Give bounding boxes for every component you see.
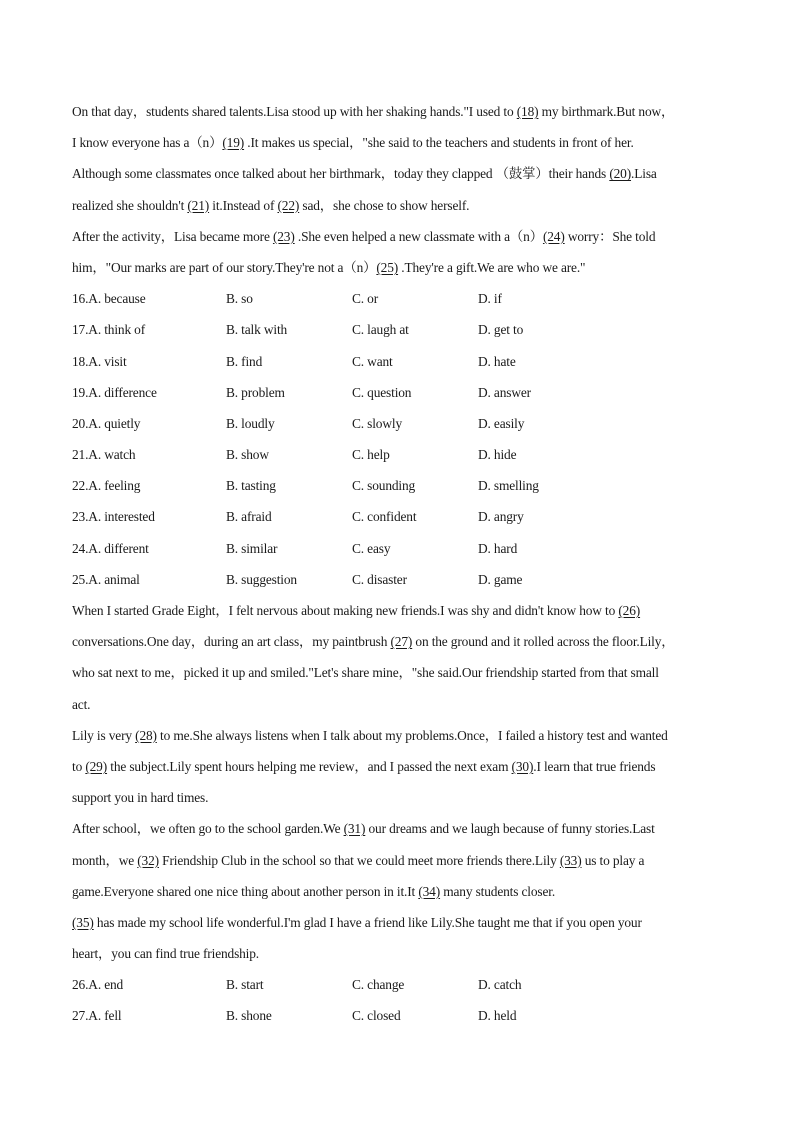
passage-line: Although some classmates once talked about her birthmark，today they clapped （鼓掌）their hands (20).Lisa xyxy=(72,166,657,182)
blank-18: (18) xyxy=(516,104,539,119)
blank-24: (24) xyxy=(542,228,565,244)
passage-1 xyxy=(72,96,722,283)
question-row-16: 16.A. because B. so C. or D. if xyxy=(72,291,502,307)
passage-line: conversations.One day，during an art class，my paintbrush (27) on the ground and it rolled across the floor.Lily， xyxy=(72,634,675,650)
blank-23: (23) xyxy=(272,228,295,244)
passage-line: month，we (32) Friendship Club in the school so that we could meet more friends there.Lily (33) us to play a xyxy=(72,852,645,868)
passage-line: On that day，students shared talents.Lisa stood up with her shaking hands."I used to (18) my birthmark.But now， xyxy=(72,104,675,119)
passage-line: act. xyxy=(72,696,91,712)
passage-line: him，"Our marks are part of our story.They're not a（n）(25) .They're a gift.We are who we are." xyxy=(72,259,586,275)
question-row-26: 26.A. end B. start C. change D. catch xyxy=(72,977,522,993)
question-options-26-27 xyxy=(72,969,722,1031)
blank-30: (30) xyxy=(511,758,534,774)
passage-line: I know everyone has a（n）(19) .It makes us special，"she said to the teachers and students in front of her. xyxy=(72,135,634,151)
question-row-17: 17.A. think of B. talk with C. laugh at D. get to xyxy=(72,322,524,338)
blank-35: (35) xyxy=(72,914,94,930)
question-row-27: 27.A. fell B. shone C. closed D. held xyxy=(72,1008,517,1024)
passage-2 xyxy=(72,595,722,969)
question-row-21: 21.A. watch B. show C. help D. hide xyxy=(72,447,517,463)
question-row-25: 25.A. animal B. suggestion C. disaster D. game xyxy=(72,571,523,587)
passage-line: After school，we often go to the school garden.We (31) our dreams and we laugh because of funny stories.Last xyxy=(72,821,655,837)
blank-32: (32) xyxy=(137,852,159,868)
passage-line: to (29) the subject.Lily spent hours helping me review，and I passed the next exam (30).I learn that true friends xyxy=(72,758,656,774)
blank-21: (21) xyxy=(187,197,210,213)
question-row-24: 24.A. different B. similar C. easy D. hard xyxy=(72,540,518,556)
question-row-20: 20.A. quietly B. loudly C. slowly D. easily xyxy=(72,415,525,431)
passage-line: game.Everyone shared one nice thing about another person in it.It (34) many students closer. xyxy=(72,883,556,899)
blank-28: (28) xyxy=(135,727,157,743)
question-row-23: 23.A. interested B. afraid C. confident D. angry xyxy=(72,509,524,525)
blank-20: (20) xyxy=(609,166,632,182)
passage-line: realized she shouldn't (21) it.Instead of (22) sad，she chose to show herself. xyxy=(72,197,470,213)
blank-29: (29) xyxy=(85,758,108,774)
blank-25: (25) xyxy=(376,259,399,275)
passage-line: heart，you can find true friendship. xyxy=(72,946,259,962)
blank-19: (19) xyxy=(222,135,245,151)
blank-22: (22) xyxy=(277,197,300,213)
document-page xyxy=(72,96,722,1032)
passage-line: support you in hard times. xyxy=(72,790,209,806)
question-row-22: 22.A. feeling B. tasting C. sounding D. smelling xyxy=(72,478,539,494)
passage-line: who sat next to me，picked it up and smiled."Let's share mine，"she said.Our friendship started from that small xyxy=(72,665,659,681)
blank-26: (26) xyxy=(618,603,641,618)
passage-line: When I started Grade Eight，I felt nervous about making new friends.I was shy and didn't know how to (26) xyxy=(72,603,641,618)
passage-line: After the activity，Lisa became more (23) .She even helped a new classmate with a（n）(24) worry：She told xyxy=(72,228,656,244)
blank-34: (34) xyxy=(418,883,441,899)
blank-27: (27) xyxy=(390,634,413,650)
question-row-19: 19.A. difference B. problem C. question D. answer xyxy=(72,384,531,400)
blank-33: (33) xyxy=(559,852,582,868)
question-row-18: 18.A. visit B. find C. want D. hate xyxy=(72,353,516,369)
blank-31: (31) xyxy=(343,821,366,837)
question-options-16-25 xyxy=(72,283,722,595)
passage-line: (35) has made my school life wonderful.I'm glad I have a friend like Lily.She taught me that if you open your xyxy=(72,914,642,930)
passage-line: Lily is very (28) to me.She always listens when I talk about my problems.Once，I failed a history test and wanted xyxy=(72,727,668,743)
